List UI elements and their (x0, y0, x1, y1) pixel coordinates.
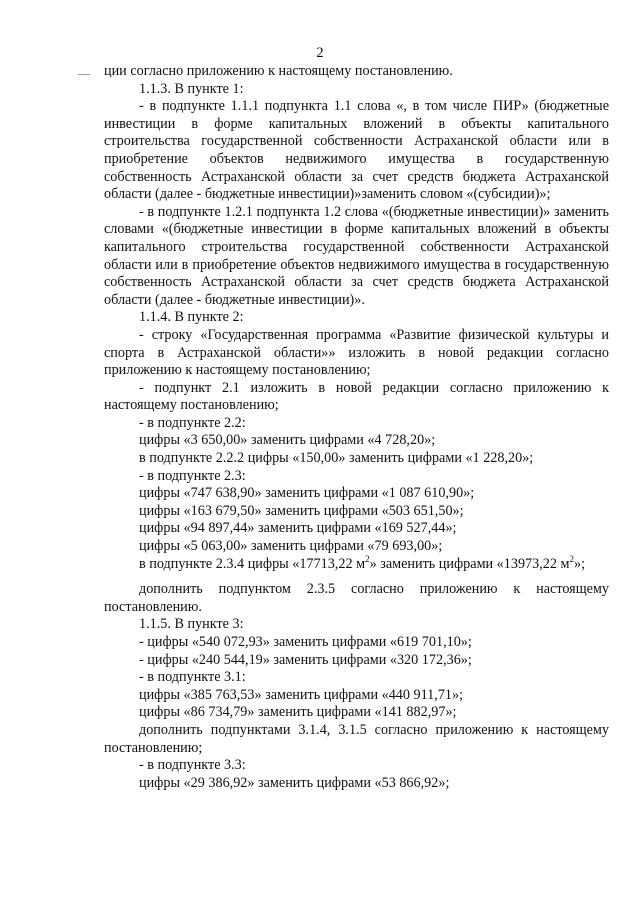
subitem-2-3-5-addition: дополнить подпунктом 2.3.5 согласно приложению к настоящему постановлению. (104, 581, 609, 615)
subitem-3-1-4-addition: дополнить подпунктами 3.1.4, 3.1.5 согласно приложению к настоящему постановлению; (104, 721, 609, 756)
item-3-figures-1: - цифры «540 072,93» заменить цифрами «619 701,10»; (139, 634, 472, 650)
subitem-3-1-figures-2: цифры «86 734,79» заменить цифрами «141 882,97»; (139, 704, 457, 721)
subitem-2-3-figures-2: цифры «163 679,50» заменить цифрами «503 651,50»; (139, 502, 464, 519)
subitem-2-3-heading: - в подпункте 2.3: (139, 467, 246, 484)
spacer (104, 573, 609, 581)
item-1-1-4-heading: 1.1.4. В пункте 2: (139, 309, 244, 326)
subitem-2-3-4-area (104, 553, 609, 574)
subitem-3-1-heading: - в подпункте 3.1: (139, 669, 246, 686)
area-text-3: »; (574, 555, 586, 572)
paragraph-continuation: ции согласно приложению к настоящему постановлению. (104, 63, 453, 79)
subitem-2-3-figures-4: цифры «5 063,00» заменить цифрами «79 693,00»; (139, 538, 443, 555)
area-text-2: » заменить цифрами «13973,22 м (369, 555, 570, 572)
area-text-1: в подпункте 2.3.4 цифры «17713,22 м (139, 555, 366, 572)
page-number: 2 (316, 45, 324, 61)
item-1-2-1-replacement: - в подпункте 1.2.1 подпункта 1.2 слова «(бюджетные инвестиции)» заменить словами «(бюджетные инвестиции в форме капитальных вложений в объекты капитального строительства государственной собственности Астраханской области или в приобретение объектов недвижимого имущества в государственную собственность Астраханской области за счет средств бюджета Астраханской области (далее - бюджетные инвестиции)». (104, 203, 609, 308)
subitem-2-2-heading: - в подпункте 2.2: (139, 414, 246, 431)
superscript-2: 2 (365, 553, 370, 564)
superscript-2: 2 (569, 553, 575, 564)
item-1-1-3-heading: 1.1.3. В пункте 1: (139, 80, 244, 97)
margin-mark (78, 74, 90, 75)
subitem-2-2-figures: цифры «3 650,00» заменить цифрами «4 728,20»; (139, 432, 436, 449)
subitem-3-3-figures: цифры «29 386,92» заменить цифрами «53 866,92»; (139, 774, 450, 791)
item-1-1-5-heading: 1.1.5. В пункте 3: (139, 616, 244, 633)
item-1-1-1-replacement: - в подпункте 1.1.1 подпункта 1.1 слова «, в том числе ПИР» (бюджетные инвестиции в форме капитальных вложений в объекты капитального строительства государственной собственности Астраханской области или в приобретение объектов недвижимого имущества в государственную собственность Астраханской области за счет средств бюджета Астраханской области (далее - бюджетные инвестиции)»заменить словом «(субсидии)»; (104, 98, 609, 203)
subitem-2-3-figures-3: цифры «94 897,44» заменить цифрами «169 527,44»; (139, 520, 457, 537)
subitem-2-2-2-figures: в подпункте 2.2.2 цифры «150,00» заменить цифрами «1 228,20»; (139, 450, 534, 467)
program-row-paragraph: - строку «Государственная программа «Развитие физической культуры и спорта в Астраханской области»» изложить в новой редакции согласно приложению к настоящему постановлению; (104, 326, 609, 379)
subitem-2-3-figures-1: цифры «747 638,90» заменить цифрами «1 087 610,90»; (139, 485, 475, 502)
item-3-figures-2: - цифры «240 544,19» заменить цифрами «320 172,36»; (139, 651, 472, 668)
subitem-3-3-heading: - в подпункте 3.3: (139, 757, 246, 774)
subitem-2-1-paragraph: - подпункт 2.1 изложить в новой редакции согласно приложению к настоящему постановлению; (104, 379, 609, 414)
subitem-3-1-figures-1: цифры «385 763,53» заменить цифрами «440 911,71»; (139, 686, 464, 703)
document-body (104, 63, 609, 792)
